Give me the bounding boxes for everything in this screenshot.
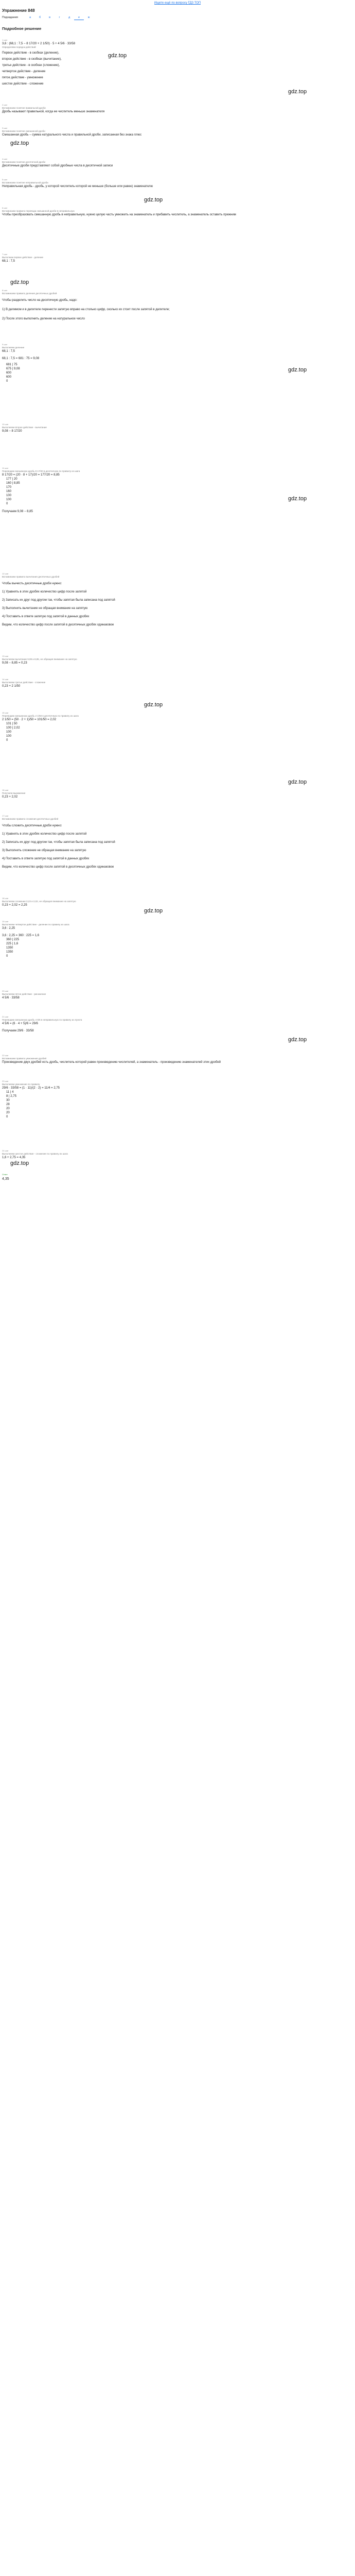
subtask-tab-b[interactable]: б (39, 16, 41, 20)
division-row: 675 | 9,08 (6, 367, 20, 371)
watermark: gdz.top (144, 908, 163, 914)
answer-value: 4,35 (2, 1177, 9, 1181)
final-expression: 1,6 + 2,75 = 4,35 (2, 1156, 26, 1159)
action-1: Первое действие - в скобках (деление), (2, 51, 59, 55)
step-23 (2, 1080, 352, 1119)
rule-multiplication: Произведение двух дробей есть дробь, числитель которой равен произведению числителей, а знаменатель - произведению знаменателей этих дробей (2, 1060, 221, 1064)
step-badge: 2 шаг (2, 104, 8, 107)
division-row: 100 (6, 735, 12, 738)
page-title: Упражнение 848 (2, 8, 35, 13)
division-row: 28 (6, 1103, 10, 1107)
division-row: 100 (6, 498, 12, 502)
action-2: второе действие - в скобках (вычитание), (2, 57, 62, 61)
definition-mixed: Смешанная дробь – сумма натурального числа и правильной дроби, записанная без знака плюс (2, 133, 142, 137)
expression-result: 0,23 + 2,02 = 2,25 (2, 903, 27, 907)
watermark: gdz.top (288, 367, 307, 374)
step-note: Выполняем третье действие - сложение (2, 681, 46, 684)
division-row: 160 | 8,85 (6, 481, 20, 485)
step-20 (2, 990, 352, 1000)
rule-item: 2) Записать их друг под другом так, чтобы запятая была записана под запятой (2, 840, 115, 844)
subtask-nav (2, 16, 355, 20)
step-badge: 21 шаг (2, 1015, 9, 1019)
step-badge: 19 шаг (2, 920, 9, 923)
step-note: Вспоминаем понятие десятичной дроби (2, 160, 46, 163)
expression: 68,1 : 7,5 (2, 259, 15, 263)
expression-result: Получаем 9,08 − 8,85 (2, 510, 33, 513)
step-badge: 11 шаг (2, 467, 9, 470)
search-more-link[interactable]: Ищете ещё по вопросу ГДЗ ТОП (154, 2, 201, 5)
step-note: Определяем порядок действий: (2, 45, 37, 48)
subtask-tab-e[interactable]: е (74, 16, 84, 20)
rule-division-1: 1) В делимом и в делителе перенести запятую вправо на столько цифр, сколько их стоит после запятой в делителе; (2, 308, 170, 311)
watermark: gdz.top (10, 1160, 29, 1167)
rule-convert: Чтобы преобразовать смешанную дробь в неправильную, нужно целую часть умножить на знаменатель и прибавить числитель, а знаменатель оставить прежним (2, 213, 236, 216)
rule-division: Чтобы разделить число на десятичную дробь, надо: (2, 298, 78, 302)
division-row: 225 | 1,6 (6, 942, 19, 946)
step-note: Выполняем умножение по правилу (2, 1082, 40, 1086)
watermark: gdz.top (108, 53, 127, 59)
definition-decimal: Десятичные дроби представляют собой дробные числа в десятичной записи (2, 164, 113, 167)
division-row: 11 | 4 (6, 1090, 14, 1094)
step-note: Переводим смешанную дробь 2 1/50 в десятичную по правилу из шага (2, 714, 79, 717)
subtask-tab-zh[interactable]: ж (87, 16, 90, 20)
rule-addition: Чтобы сложить десятичные дроби нужно: (2, 824, 62, 827)
step-note: Вспоминаем правило сложения десятичных дробей (2, 817, 59, 820)
division-row: 600 (6, 371, 12, 375)
step-13 (2, 655, 352, 665)
step-badge: 6 шаг (2, 207, 8, 210)
step-badge: 5 шаг (2, 178, 8, 181)
division-row: 0 (6, 1115, 8, 1119)
step-7 (2, 253, 352, 263)
division-row: 177 | 20 (6, 477, 17, 481)
step-badge: 15 шаг (2, 711, 9, 715)
long-division-4 (6, 938, 352, 958)
step-note: Выполняем четвертое действие - деление по правилу из шага (2, 923, 69, 926)
step-10 (2, 423, 352, 433)
step-5 (2, 178, 352, 189)
step-19 (2, 920, 352, 958)
rule-subtraction: Чтобы вычесть десятичные дроби нужно: (2, 582, 62, 585)
step-2 (2, 104, 352, 114)
step-badge: 17 шаг (2, 815, 9, 818)
expression-result: 29/6 · 33/58 = (1 · 11)/(2 · 2) = 11/4 = 2,75 (2, 1086, 60, 1090)
rule-item: 3) Выполнить сложение не обращая внимание на запятую (2, 849, 86, 853)
subtask-tab-g[interactable]: г (59, 16, 60, 20)
expression: 2 1/50 = (50 · 2 + 1)/50 = 101/50 = 2,02 (2, 718, 57, 721)
division-row: 20 (6, 1107, 10, 1111)
long-division-5 (6, 1090, 352, 1120)
step-12 (2, 572, 352, 627)
division-row: 8 | 2,75 (6, 1094, 16, 1098)
rule-note: Видим, что количество цифр после запятой в десятичных дробях одинаковое (2, 866, 114, 869)
step-note: Вспоминаем понятие смешанной дроби (2, 129, 45, 132)
division-row: 1350 (6, 946, 13, 950)
step-9 (2, 343, 352, 383)
expression: 4 5/6 · 33/58 (2, 996, 20, 999)
action-5: пятое действие - умножение (2, 76, 43, 80)
step-21 (2, 1015, 352, 1033)
expression-result: 9,08 − 8,85 = 0,23 (2, 661, 27, 665)
step-note: Вспоминаем правило вычитания десятичных дробей (2, 575, 60, 578)
step-note: Выполняем второе действие - вычитание (2, 426, 47, 429)
step-note: Выполняем сложение 0,23 и 2,02, не обращая внимание на запятую (2, 900, 76, 903)
step-note: Выполняем деление (2, 346, 25, 349)
action-6: шестое действие - сложение (2, 82, 44, 86)
rule-item: 4) Поставить в ответе запятую под запятой в данных дробях (2, 615, 90, 619)
rule-item: 1) Уравнять в этих дробях количество цифр после запятой (2, 590, 87, 594)
division-row: 600 (6, 376, 12, 379)
main-expression: 3,6 : (68,1 : 7,5 − 8 17/20 + 2 1/50) · 5 + 4 5/6 · 33/58 (2, 42, 75, 45)
step-15 (2, 711, 352, 742)
watermark: gdz.top (288, 779, 307, 786)
division-row: 681 | 75 (6, 363, 17, 366)
step-note: Вспоминаем правило деления десятичных дробей (2, 292, 57, 295)
rule-division-2: 2) После этого выполнить деление на натуральное число (2, 317, 85, 320)
step-badge: 18 шаг (2, 897, 9, 900)
step-16 (2, 789, 352, 799)
division-row: 100 | 2,02 (6, 726, 20, 730)
expression: 68,1 : 7,5 (2, 349, 15, 353)
step-badge: 16 шаг (2, 789, 9, 792)
step-18 (2, 897, 352, 907)
expression: 0,23 + 2 1/50 (2, 684, 21, 688)
step-badge: 7 шаг (2, 253, 8, 256)
subtask-nav-label: Подзадания (2, 16, 19, 20)
step-badge: 20 шаг (2, 990, 9, 993)
step-6 (2, 207, 352, 217)
division-row: 20 (6, 1111, 10, 1115)
division-row: 0 (6, 502, 8, 506)
rule-note: Видим, что количество цифр после запятой в десятичных дробях одинаковое (2, 623, 114, 627)
expression: 3,6 : 2,25 (2, 926, 15, 930)
step-badge: 12 шаг (2, 572, 9, 575)
division-row: 0 (6, 739, 8, 742)
subtask-tab-d[interactable]: д (68, 16, 70, 20)
rule-item: 3) Выполнить вычитание не обращая внимание на запятую (2, 607, 88, 611)
step-note: Вспоминаем правило перевода смешанной дроби в неправильную (2, 209, 75, 212)
definition-proper: Дробь называют правильной, когда ее числитель меньше знаменателя (2, 110, 105, 113)
division-row: 160 (6, 490, 12, 494)
step-note: Переводим смешанную дробь 4 5/6 в неправильную по правилу из пункта (2, 1018, 82, 1021)
step-note: Вспоминаем понятие неправильной дроби (2, 181, 48, 184)
expression-result: 3,6 : 2,25 = 360 : 225 = 1,6 (2, 934, 40, 937)
step-24 (2, 1149, 352, 1160)
expression: 0,23 + 2,02 (2, 795, 18, 799)
expression-result: Получаем 29/6 · 33/58 (2, 1029, 34, 1032)
division-row: 360 | 225 (6, 938, 19, 941)
division-row: 170 (6, 486, 12, 489)
action-4: четвертое действие - деление (2, 70, 46, 74)
expression-result: 68,1 : 7,5 = 681 : 75 = 9,08 (2, 357, 40, 360)
expression: 8 17/20 = (20 · 8 + 17)/20 = 177/20 = 8,85 (2, 473, 60, 477)
step-17 (2, 815, 352, 869)
division-row: 1350 (6, 951, 13, 954)
solution-title: Подробное решение (2, 26, 42, 31)
step-badge: 9 шаг (2, 343, 8, 346)
watermark: gdz.top (288, 1037, 307, 1043)
division-row: 101 | 50 (6, 722, 17, 725)
subtask-tab-v[interactable]: в (49, 16, 50, 20)
step-badge: 8 шаг (2, 289, 8, 292)
step-11 (2, 467, 352, 513)
long-division-3 (6, 722, 352, 742)
step-note: Получили выражение (2, 791, 26, 794)
step-badge: 1 шаг (2, 39, 8, 42)
step-badge: 24 шаг (2, 1149, 9, 1153)
rule-item: 4) Поставить в ответе запятую под запятой в данных дробях (2, 857, 90, 861)
watermark: gdz.top (10, 140, 29, 147)
rule-item: 2) Записать их друг под другом так, чтобы запятая была записана под запятой (2, 598, 115, 602)
step-badge: 13 шаг (2, 655, 9, 658)
division-row: 30 (6, 1099, 10, 1103)
step-badge: 23 шаг (2, 1080, 9, 1083)
subtask-tab-a[interactable]: а (29, 16, 31, 20)
answer-block (2, 1173, 352, 1182)
step-22 (2, 1054, 352, 1064)
step-badge: 14 шаг (2, 678, 9, 681)
definition-improper: Неправильная дробь - дробь, у которой числитель которой не меньше (больше или равен) знаменателю (2, 184, 153, 188)
watermark: gdz.top (288, 89, 307, 95)
watermark: gdz.top (10, 279, 29, 286)
step-14 (2, 678, 352, 688)
division-row: 100 (6, 731, 12, 734)
step-note: Выполняем пятое действие - умножение (2, 992, 46, 995)
action-3: третье действие - в скобках (сложение), (2, 64, 60, 67)
step-1 (2, 39, 352, 86)
watermark: gdz.top (144, 197, 163, 204)
rule-item: 1) Уравнять в этих дробях количество цифр после запятой (2, 832, 87, 836)
division-row: 0 (6, 955, 8, 958)
step-note: Вспоминаем понятие правильной дроби (2, 106, 46, 109)
division-row: 0 (6, 380, 8, 383)
step-4 (2, 158, 352, 168)
watermark: gdz.top (144, 702, 163, 708)
step-note: Выполним первое действие - деление (2, 256, 44, 259)
step-badge: 22 шаг (2, 1054, 9, 1057)
step-badge: 4 шаг (2, 158, 8, 161)
step-note: Переводим смешанную дробь 8 17/20 в десятичную по правилу из шага (2, 469, 80, 472)
answer-tag: Ответ (2, 1173, 8, 1176)
step-badge: 3 шаг (2, 127, 8, 130)
step-note: Выполняем вычитание 9,08 и 8,85, не обращая внимание на запятую (2, 657, 77, 660)
watermark: gdz.top (288, 496, 307, 502)
division-row: 100 (6, 494, 12, 498)
step-3 (2, 127, 352, 137)
step-note: Вспоминаем правило умножения дробей (2, 1057, 47, 1060)
expression: 4 5/6 = (6 · 4 + 5)/6 = 29/6 (2, 1022, 38, 1025)
step-8 (2, 289, 352, 321)
step-note: Выполняем шестое действие - сложение по правилу из шага (2, 1152, 68, 1155)
expression: 9,08 − 8 17/20 (2, 429, 22, 433)
step-badge: 10 шаг (2, 423, 9, 426)
